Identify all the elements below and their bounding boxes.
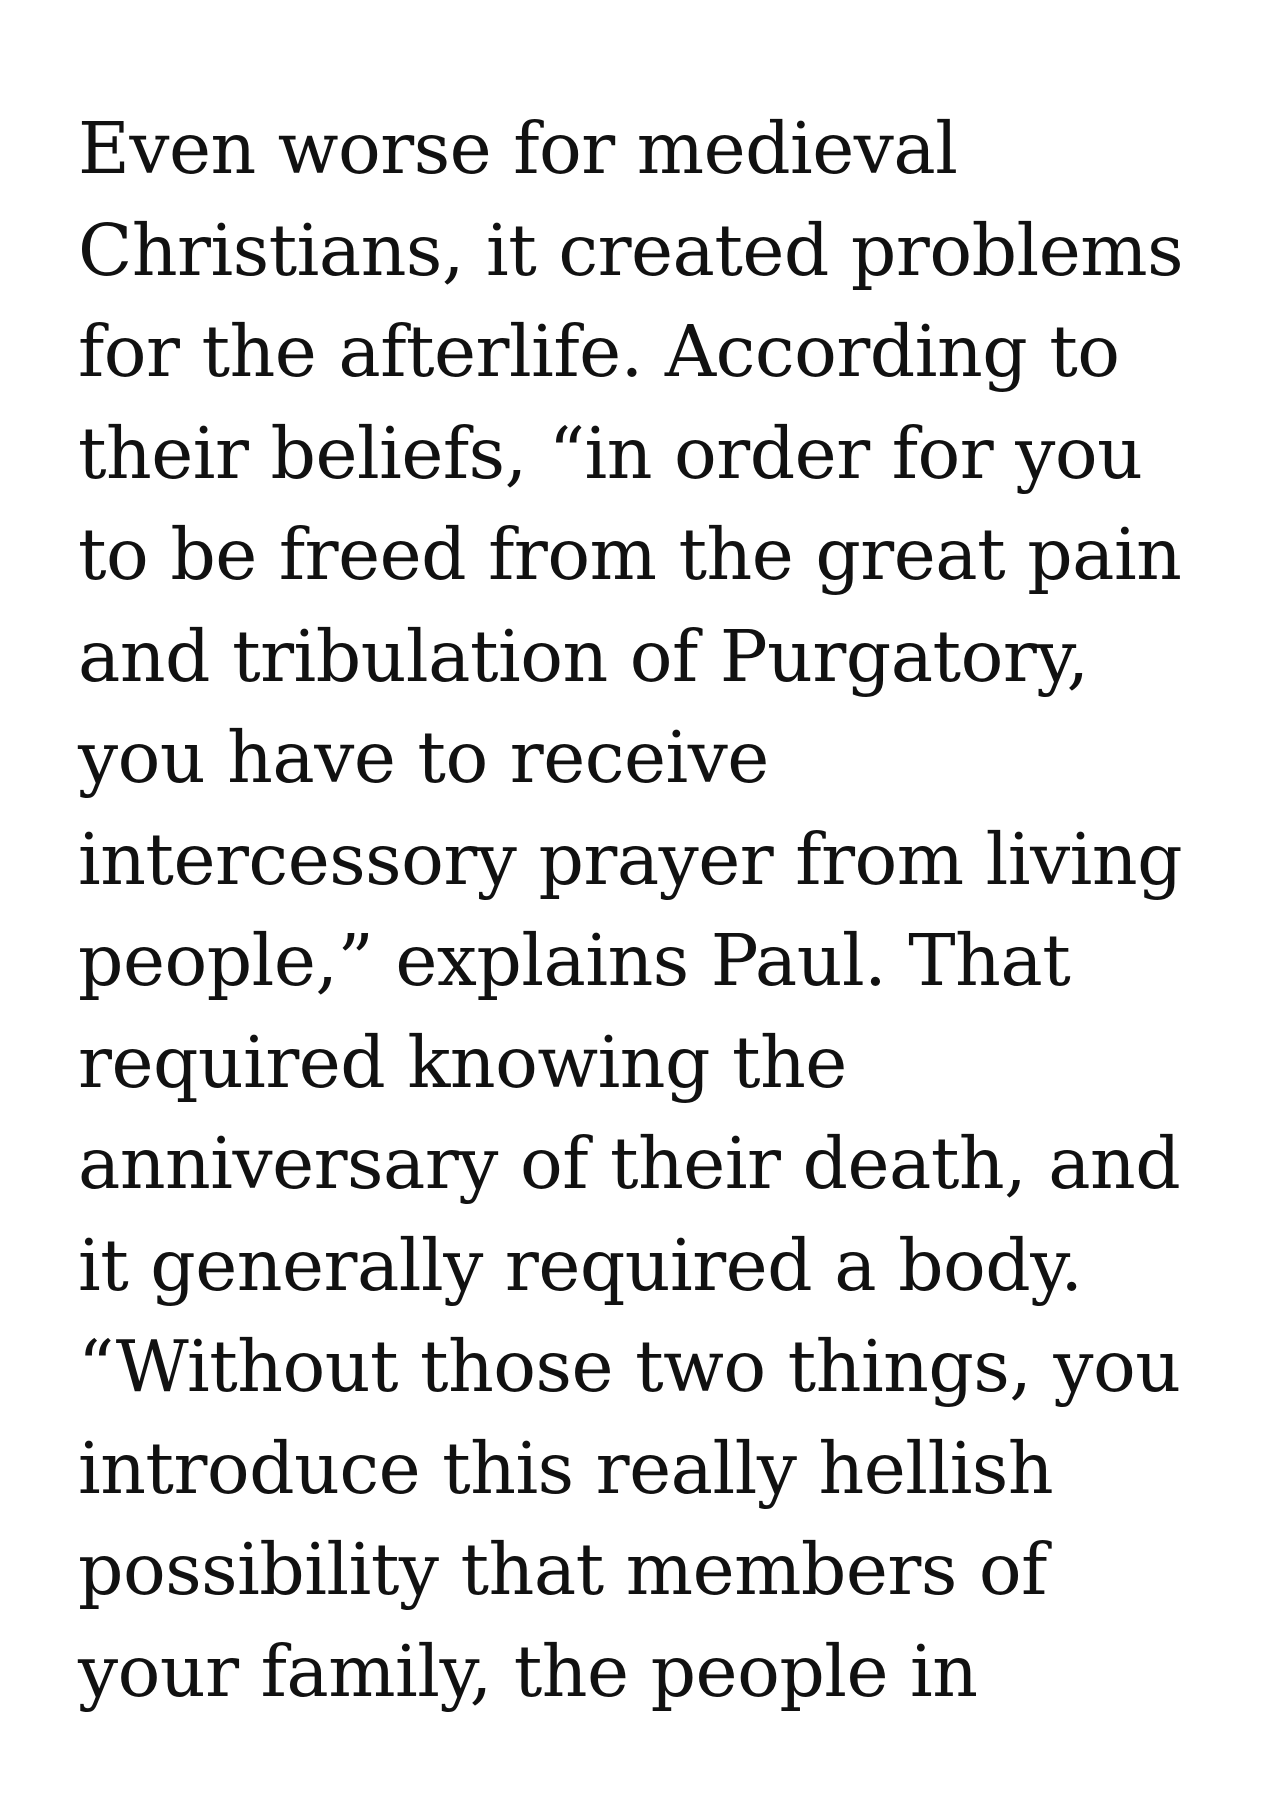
text-line: intercessory prayer from living <box>78 817 1183 901</box>
text-line: for the afterlife. According to <box>78 310 1120 393</box>
text-line: anniversary of their death, and <box>78 1122 1181 1205</box>
text-line: “Without those two things, you <box>78 1325 1181 1408</box>
text-line: it generally required a body. <box>78 1223 1083 1307</box>
text-line: possibility that members of <box>78 1528 1047 1611</box>
text-line: to be freed from the great pain <box>78 513 1182 596</box>
text-line: Even worse for medieval <box>78 107 958 190</box>
text-line: introduce this really hellish <box>78 1426 1054 1510</box>
text-line: Christians, it created problems <box>78 208 1184 292</box>
text-line: required knowing the <box>78 1020 847 1104</box>
text-line: their beliefs, “in order for you <box>78 411 1143 495</box>
text-line: and tribulation of Purgatory, <box>78 614 1089 698</box>
text-line: people,” explains Paul. That <box>78 919 1071 1002</box>
text-line: your family, the people in <box>78 1629 978 1713</box>
body-text <box>78 98 1258 1722</box>
text-line: you have to receive <box>78 716 769 799</box>
